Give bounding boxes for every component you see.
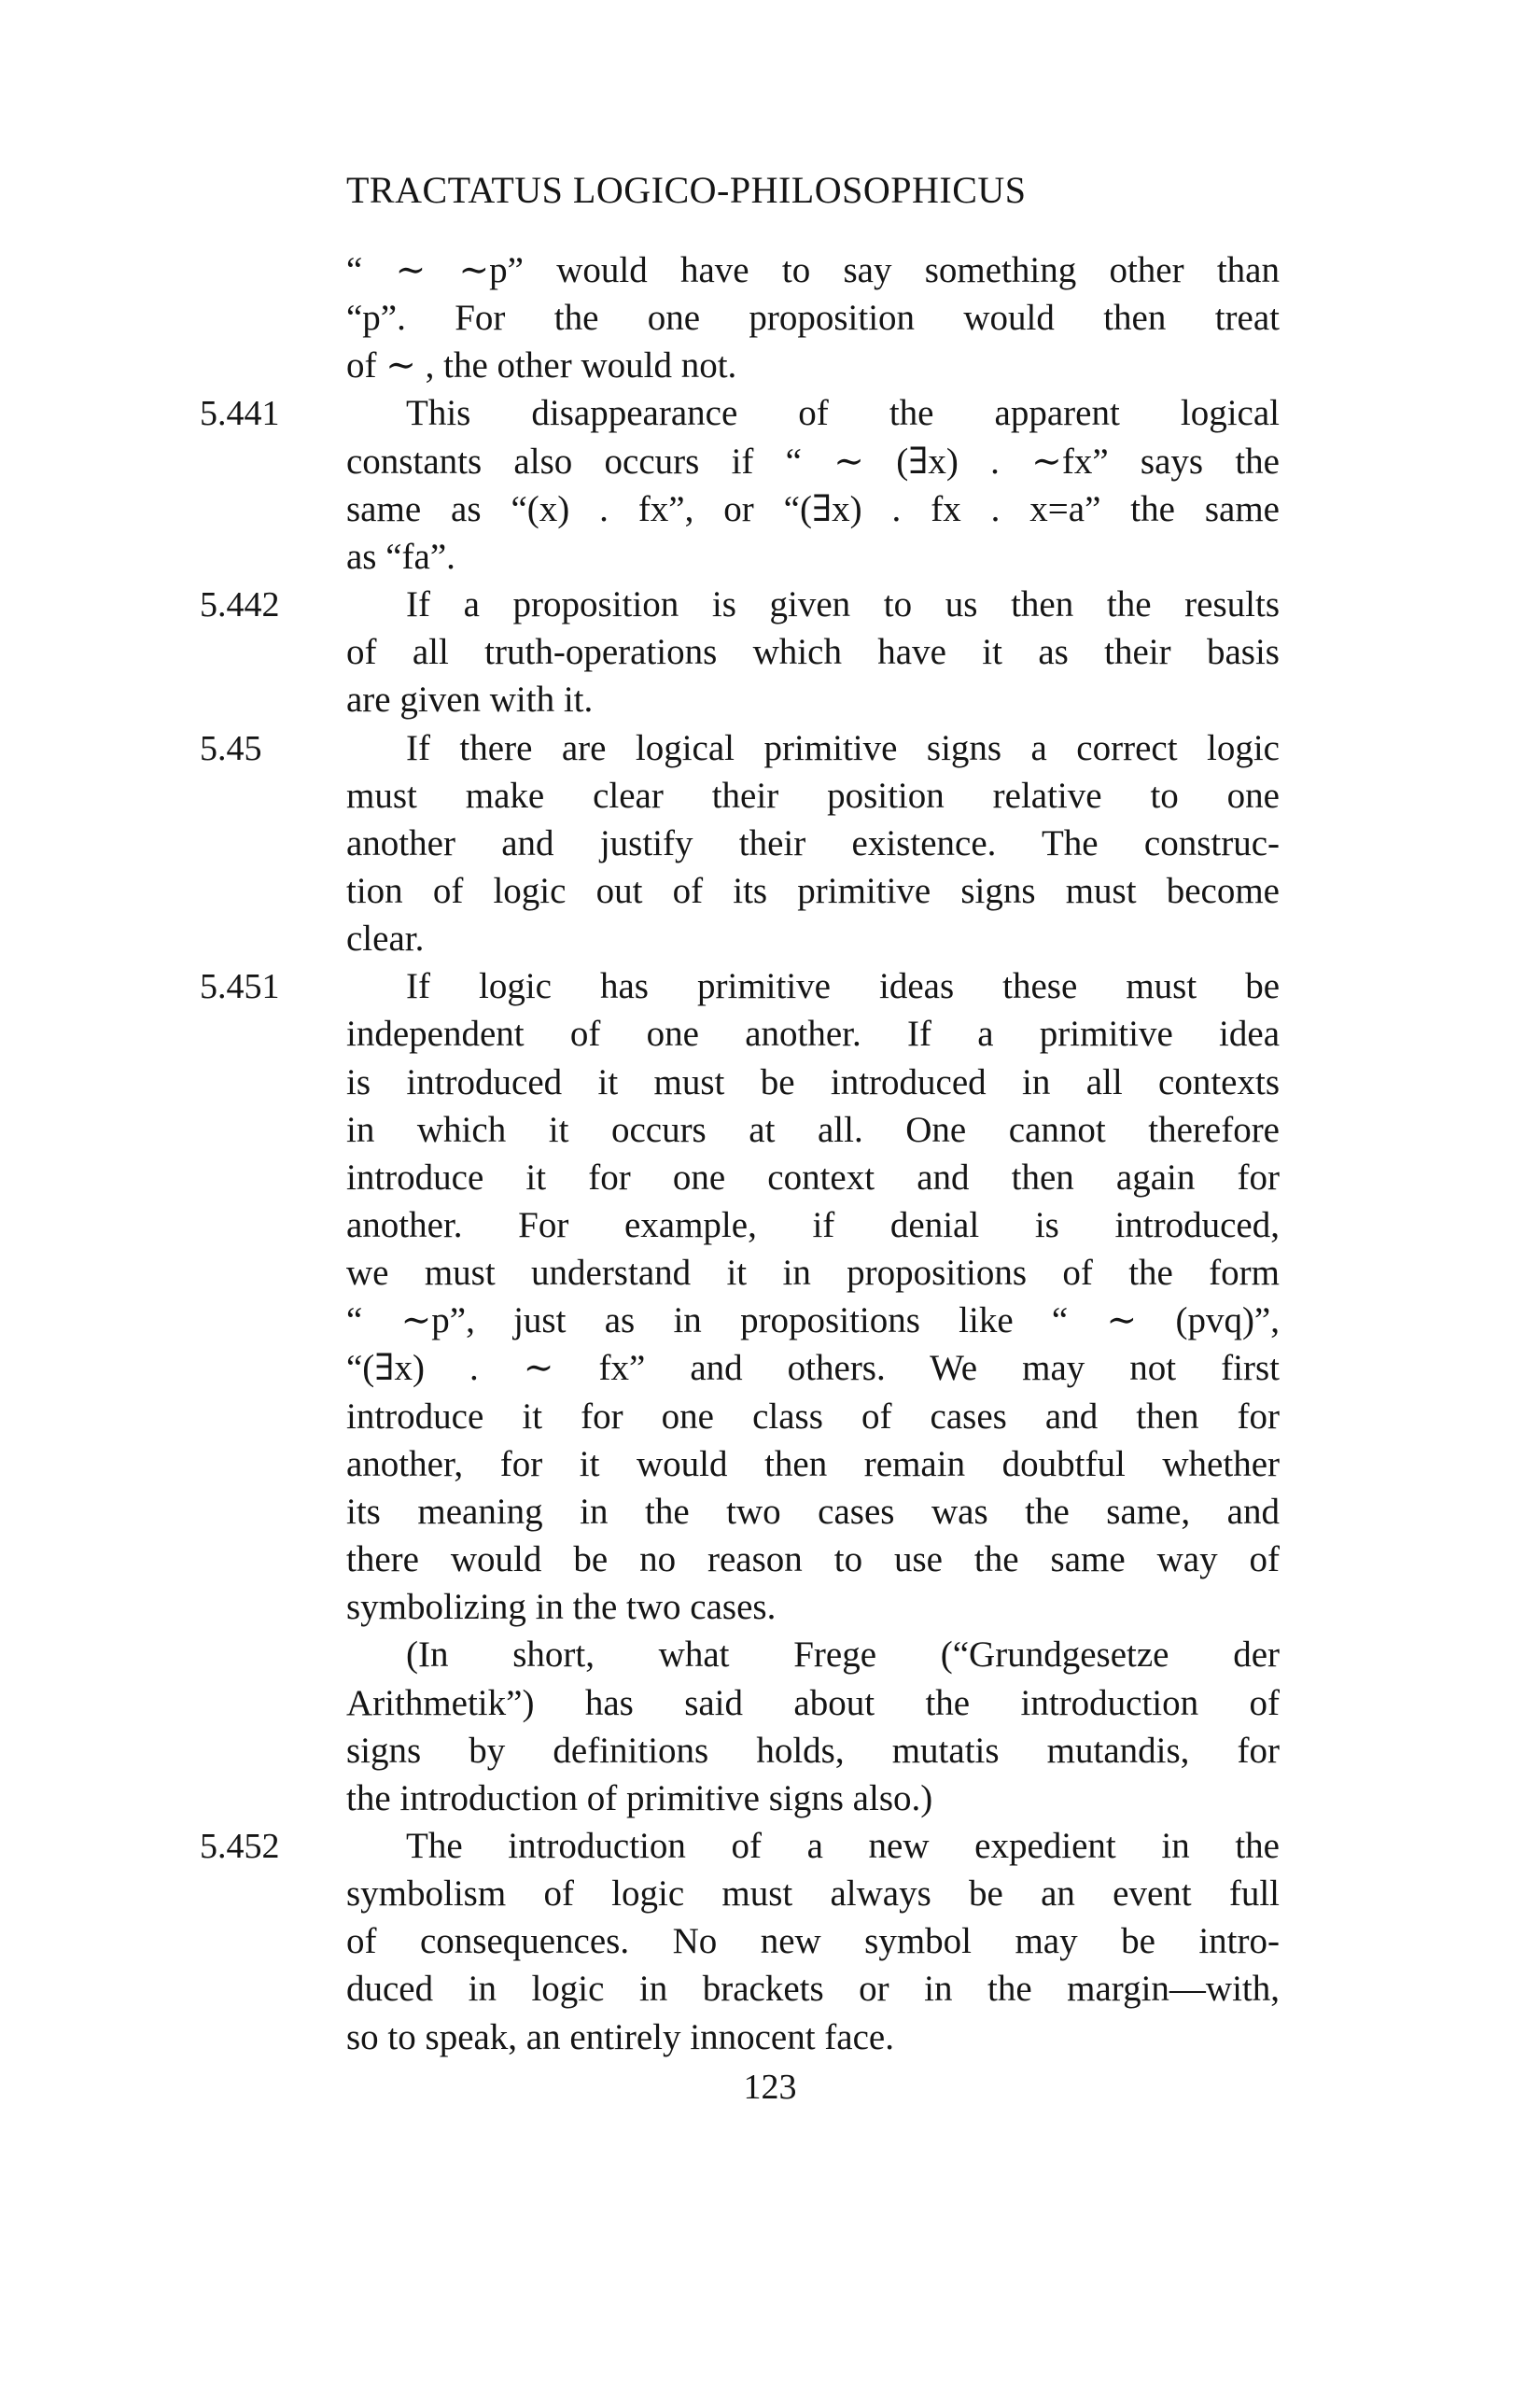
text-line: another, for it would then remain doubtful whether <box>346 1443 1280 1484</box>
text-line: is introduced it must be introduced in all contexts <box>346 1061 1280 1102</box>
text-line: tion of logic out of its primitive signs must become <box>346 870 1280 911</box>
text-line: must make clear their position relative to one <box>346 775 1280 816</box>
text-line: If logic has primitive ideas these must be <box>406 966 1280 1007</box>
text-line: Arithmetik”) has said about the introduction of <box>346 1682 1280 1723</box>
text-line: “ ∼ ∼p” would have to say something other than <box>346 250 1280 290</box>
running-header: TRACTATUS LOGICO-PHILOSOPHICUS <box>346 169 1027 211</box>
proposition-number: 5.45 <box>200 728 262 768</box>
text-line: “p”. For the one proposition would then treat <box>346 298 1280 339</box>
text-line: same as “(x) . fx”, or “(∃x) . fx . x=a” the same <box>346 488 1280 529</box>
text-line: another. For example, if denial is introduced, <box>346 1205 1280 1245</box>
text-line: of all truth-operations which have it as their basis <box>346 632 1280 673</box>
text-line: signs by definitions holds, mutatis mutandis, for <box>346 1730 1280 1771</box>
text-line: duced in logic in brackets or in the margin—with, <box>346 1969 1280 2010</box>
text-line: “ ∼p”, just as in propositions like “ ∼ (pvq)”, <box>346 1300 1280 1341</box>
text-line: If a proposition is given to us then the results <box>406 584 1280 625</box>
text-line: are given with it. <box>346 680 594 721</box>
text-line: clear. <box>346 919 425 960</box>
page-number: 123 <box>743 2068 797 2107</box>
text-line: “(∃x) . ∼ fx” and others. We may not first <box>346 1348 1280 1389</box>
text-line: introduce it for one class of cases and then for <box>346 1396 1280 1437</box>
text-line: (In short, what Frege (“Grundgesetze der <box>406 1634 1280 1676</box>
text-line: in which it occurs at all. One cannot therefore <box>346 1109 1280 1150</box>
text-line: This disappearance of the apparent logical <box>406 393 1280 434</box>
text-line: its meaning in the two cases was the same, and <box>346 1491 1280 1532</box>
text-line: another and justify their existence. The construc- <box>346 822 1280 863</box>
proposition-number: 5.451 <box>200 967 280 1007</box>
proposition-number: 5.452 <box>200 1826 280 1866</box>
text-line: The introduction of a new expedient in the <box>406 1825 1280 1866</box>
text-line: If there are logical primitive signs a correct logic <box>406 727 1280 768</box>
text-line: constants also occurs if “ ∼ (∃x) . ∼fx” says the <box>346 441 1280 482</box>
text-line: the introduction of primitive signs also.) <box>346 1777 933 1818</box>
text-line: so to speak, an entirely innocent face. <box>346 2016 894 2057</box>
text-line: we must understand it in propositions of the form <box>346 1253 1280 1294</box>
proposition-number: 5.441 <box>200 394 280 434</box>
text-line: introduce it for one context and then again for <box>346 1157 1280 1198</box>
text-line: symbolizing in the two cases. <box>346 1587 777 1628</box>
text-line: independent of one another. If a primitive idea <box>346 1014 1280 1055</box>
text-line: as “fa”. <box>346 536 455 577</box>
proposition-number: 5.442 <box>200 585 280 625</box>
text-line: of ∼ , the other would not. <box>346 345 737 386</box>
text-line: there would be no reason to use the same way of <box>346 1539 1280 1580</box>
text-line: of consequences. No new symbol may be intro- <box>346 1921 1280 1962</box>
text-line: symbolism of logic must always be an event full <box>346 1873 1280 1915</box>
